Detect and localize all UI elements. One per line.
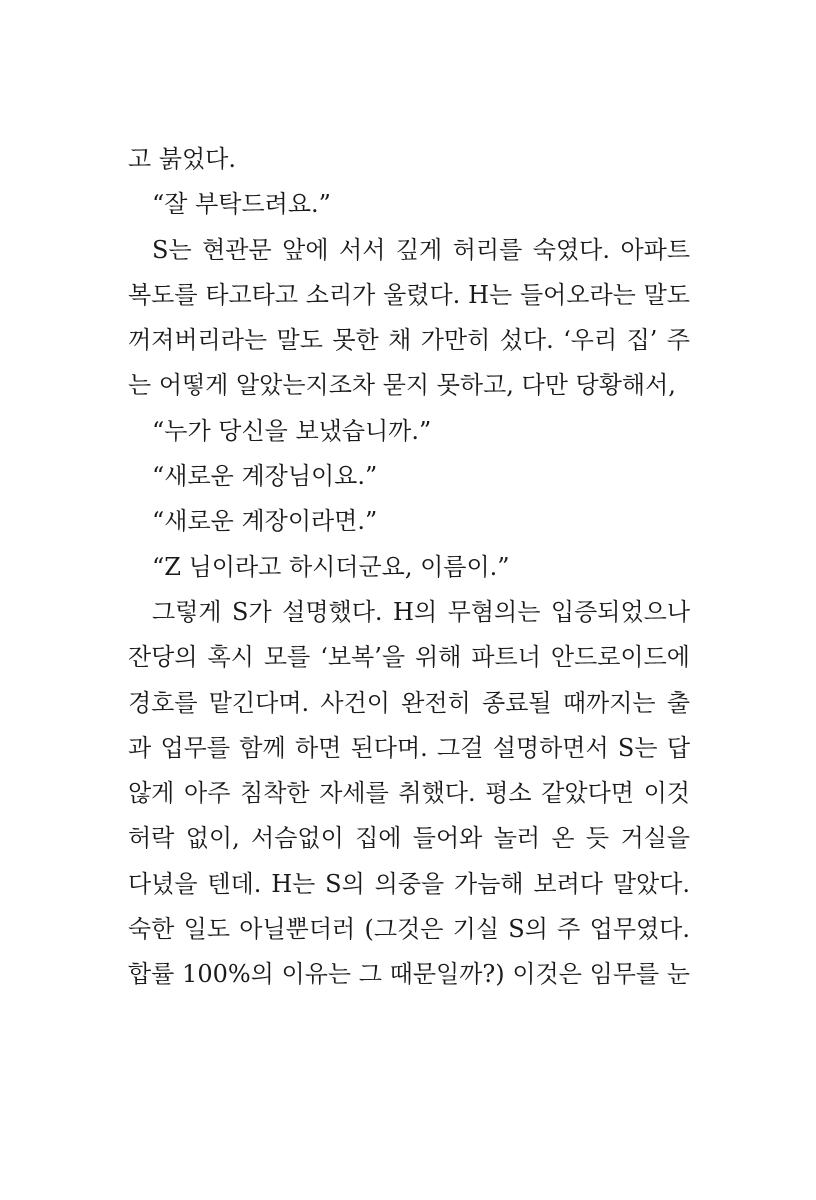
text-line: 과 업무를 함께 하면 된다며. 그걸 설명하면서 S는 답: [128, 733, 690, 762]
text-line: 그렇게 S가 설명했다. H의 무혐의는 입증되었으나: [152, 597, 690, 626]
text-line: 고 붉었다.: [128, 145, 236, 173]
body-text: [128, 137, 690, 998]
text-line: “새로운 계장님이요.”: [152, 462, 378, 491]
text-line: “누가 당신을 보냈습니까.”: [152, 416, 432, 445]
text-line: 않게 아주 침착한 자세를 취했다. 평소 같았다면 이것: [128, 779, 690, 808]
text-line: “잘 부탁드려요.”: [152, 190, 331, 219]
text-line: “Z 님이라고 하시더군요, 이름이.”: [152, 552, 510, 581]
text-line: 는 어떻게 알았는지조차 묻지 못하고, 다만 당황해서,: [128, 371, 676, 400]
text-line: 합률 100%의 이유는 그 때문일까?) 이것은 임무를 눈: [128, 960, 690, 989]
text-line: S는 현관문 앞에 서서 깊게 허리를 숙였다. 아파트: [152, 235, 690, 264]
text-line: 잔당의 혹시 모를 ‘보복’을 위해 파트너 안드로이드에: [128, 643, 690, 672]
text-line: 복도를 타고타고 소리가 울렸다. H는 들어오라는 말도: [128, 280, 690, 309]
text-line: 다녔을 텐데. H는 S의 의중을 가늠해 보려다 말았다.: [128, 869, 690, 898]
text-line: “새로운 계장이라면.”: [152, 507, 378, 536]
text-line: 허락 없이, 서슴없이 집에 들어와 놀러 온 듯 거실을: [128, 824, 690, 853]
text-line: 꺼져버리라는 말도 못한 채 가만히 섰다. ‘우리 집’ 주: [128, 326, 690, 355]
text-line: 숙한 일도 아닐뿐더러 (그것은 기실 S의 주 업무였다.: [128, 915, 690, 944]
text-line: 경호를 맡긴다며. 사건이 완전히 종료될 때까지는 출: [128, 688, 690, 717]
